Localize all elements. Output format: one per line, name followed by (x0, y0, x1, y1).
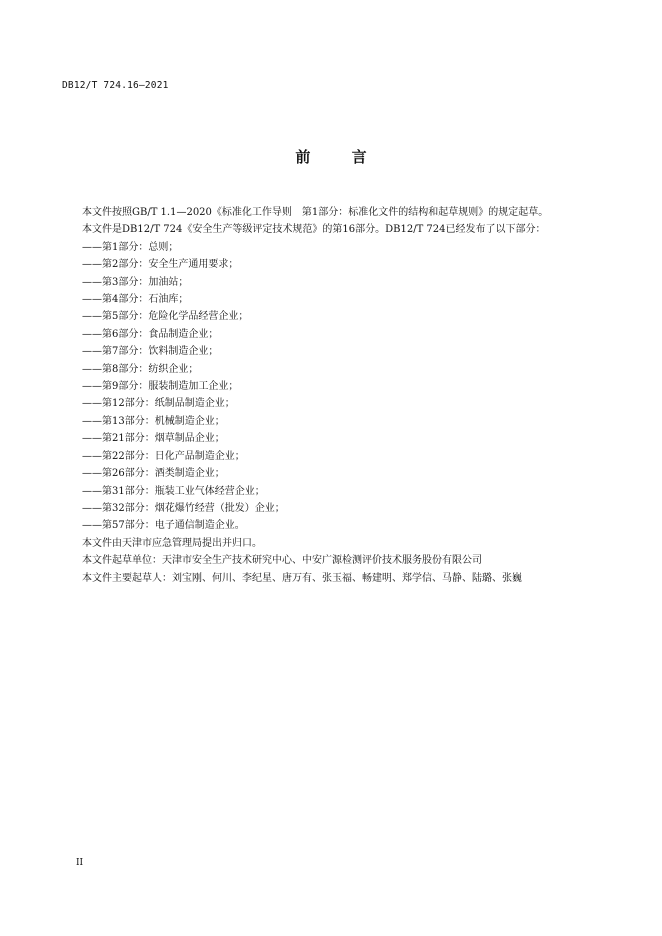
list-item: ——第12部分：纸制品制造企业； (82, 398, 235, 410)
list-item: ——第32部分：烟花爆竹经营（批发）企业； (82, 502, 285, 514)
intro-paragraph-2: 本文件是DB12/T 724《安全生产等级评定技术规范》的第16部分。DB12/T 724已经发布了以下部分： (82, 224, 546, 236)
list-item: ——第31部分：瓶装工业气体经营企业； (82, 485, 265, 497)
closing-paragraph-2: 本文件起草单位：天津市安全生产技术研究中心、中安广源检测评价技术服务股份有限公司 (82, 555, 482, 567)
list-item: ——第21部分：烟草制品企业； (82, 433, 225, 445)
list-item: ——第4部分：石油库； (82, 294, 189, 306)
list-item: ——第6部分：食品制造企业； (82, 328, 219, 340)
intro-paragraph-1: 本文件按照GB/T 1.1—2020《标准化工作导则 第1部分：标准化文件的结构和起草规则》的规定起草。 (82, 207, 549, 218)
list-item: ——第57部分：电子通信制造企业。 (82, 520, 245, 532)
list-item: ——第9部分：服装制造加工企业； (82, 381, 239, 393)
list-item: ——第13部分：机械制造企业； (82, 415, 225, 427)
parts-list (62, 239, 588, 535)
page-number: II (76, 858, 84, 868)
list-item: ——第1部分：总则； (82, 241, 179, 253)
document-body (62, 204, 588, 587)
list-item: ——第8部分：纺织企业； (82, 363, 199, 375)
list-item: ——第7部分：饮料制造企业； (82, 346, 219, 358)
list-item: ——第26部分：酒类制造企业； (82, 468, 225, 480)
closing-paragraph-1: 本文件由天津市应急管理局提出并归口。 (82, 537, 262, 549)
closing-paragraph-3: 本文件主要起草人：刘宝刚、何川、李纪星、唐万有、张玉福、畅建明、郑学信、马静、陆璐、张巍 (82, 572, 522, 584)
page-title: 前 言 (295, 148, 385, 166)
list-item: ——第5部分：危险化学品经营企业； (82, 311, 249, 323)
list-item: ——第22部分：日化产品制造企业； (82, 450, 245, 462)
document-code: DB12/T 724.16—2021 (62, 80, 169, 91)
list-item: ——第2部分：安全生产通用要求； (82, 259, 239, 271)
list-item: ——第3部分：加油站； (82, 276, 189, 288)
